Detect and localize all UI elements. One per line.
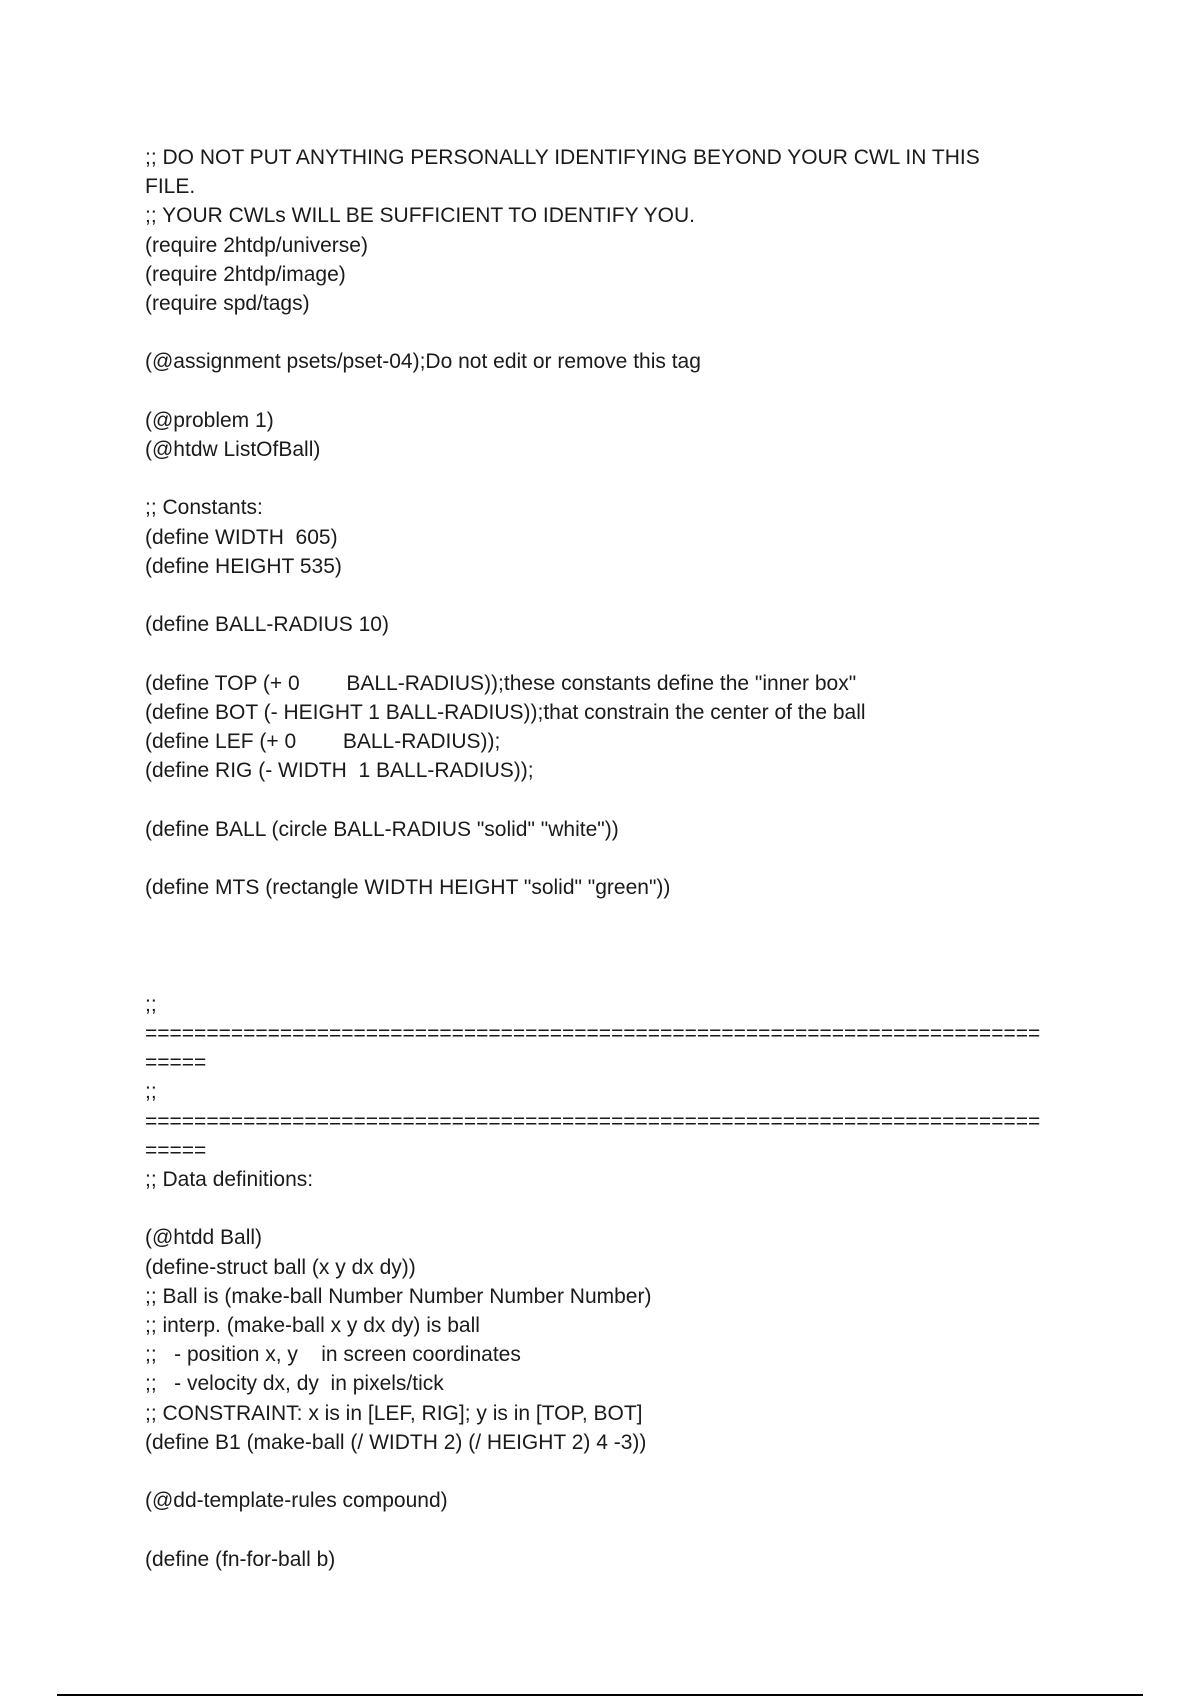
separator-rule-tail: ===== xyxy=(145,1138,207,1162)
separator-rule-tail: ===== xyxy=(145,1051,207,1075)
blank-line xyxy=(145,961,1065,990)
constant-ball-radius-line: (define BALL-RADIUS 10) xyxy=(145,613,389,637)
constant-width-line: (define WIDTH 605) xyxy=(145,525,338,549)
separator-comment-prefix: ;; xyxy=(145,992,157,1016)
htdw-tag-line: (@htdw ListOfBall) xyxy=(145,438,321,461)
constants-heading: ;; Constants: xyxy=(145,496,263,520)
blank-line xyxy=(145,581,1065,610)
blank-line xyxy=(145,1194,1065,1223)
define-struct-line: (define-struct ball (x y dx dy)) xyxy=(145,1255,416,1279)
data-definitions-heading: ;; Data definitions: xyxy=(145,1167,314,1191)
require-line: (require 2htdp/universe) xyxy=(145,233,368,257)
blank-line xyxy=(145,1457,1065,1486)
require-line: (require spd/tags) xyxy=(145,292,310,316)
constant-mts-line: (define MTS (rectangle WIDTH HEIGHT "solid" "green")) xyxy=(145,875,671,899)
assignment-tag-line: (@assignment psets/pset-04);Do not edit or remove this tag xyxy=(145,350,701,374)
htdd-tag-line: (@htdd Ball) xyxy=(145,1226,263,1250)
blank-line xyxy=(145,639,1065,668)
code-listing xyxy=(145,143,1065,1574)
require-line: (require 2htdp/image) xyxy=(145,262,346,286)
constant-lef-line: (define LEF (+ 0 BALL-RADIUS)); xyxy=(145,729,501,753)
separator-comment-prefix: ;; xyxy=(145,1080,157,1104)
constant-ball-line: (define BALL (circle BALL-RADIUS "solid" "white")) xyxy=(145,817,619,841)
page-bottom-rule xyxy=(57,1694,1143,1696)
template-rules-tag-line: (@dd-template-rules compound) xyxy=(145,1489,448,1513)
header-comment-line: ;; YOUR CWLs WILL BE SUFFICIENT TO IDENTIFY YOU. xyxy=(145,204,695,228)
type-comment-line: ;; Ball is (make-ball Number Number Number Number) xyxy=(145,1284,652,1308)
example-b1-line: (define B1 (make-ball (/ WIDTH 2) (/ HEIGHT 2) 4 -3)) xyxy=(145,1430,647,1454)
blank-line xyxy=(145,902,1065,960)
constant-top-line: (define TOP (+ 0 BALL-RADIUS));these constants define the "inner box" xyxy=(145,671,857,695)
constant-bot-line: (define BOT (- HEIGHT 1 BALL-RADIUS));that constrain the center of the ball xyxy=(145,700,866,724)
constant-height-line: (define HEIGHT 535) xyxy=(145,554,342,578)
interp-comment-line: ;; interp. (make-ball x y dx dy) is ball xyxy=(145,1313,480,1337)
blank-line xyxy=(145,464,1065,493)
blank-line xyxy=(145,1515,1065,1544)
header-comment-line: ;; DO NOT PUT ANYTHING PERSONALLY IDENTIFYING BEYOND YOUR CWL IN THIS xyxy=(145,146,980,169)
blank-line xyxy=(145,844,1065,873)
velocity-comment-line: ;; - velocity dx, dy in pixels/tick xyxy=(145,1372,444,1396)
position-comment-line: ;; - position x, y in screen coordinates xyxy=(145,1343,521,1367)
separator-rule: ========================================================================= xyxy=(145,1021,1041,1045)
header-comment-line-continuation: FILE. xyxy=(145,175,196,199)
constraint-comment-line: ;; CONSTRAINT: x is in [LEF, RIG]; y is in [TOP, BOT] xyxy=(145,1401,643,1425)
blank-line xyxy=(145,377,1065,406)
blank-line xyxy=(145,318,1065,347)
blank-line xyxy=(145,785,1065,814)
constant-rig-line: (define RIG (- WIDTH 1 BALL-RADIUS)); xyxy=(145,759,534,783)
problem-tag-line: (@problem 1) xyxy=(145,408,274,432)
fn-for-ball-line: (define (fn-for-ball b) xyxy=(145,1547,336,1571)
separator-rule: ========================================================================= xyxy=(145,1109,1041,1133)
